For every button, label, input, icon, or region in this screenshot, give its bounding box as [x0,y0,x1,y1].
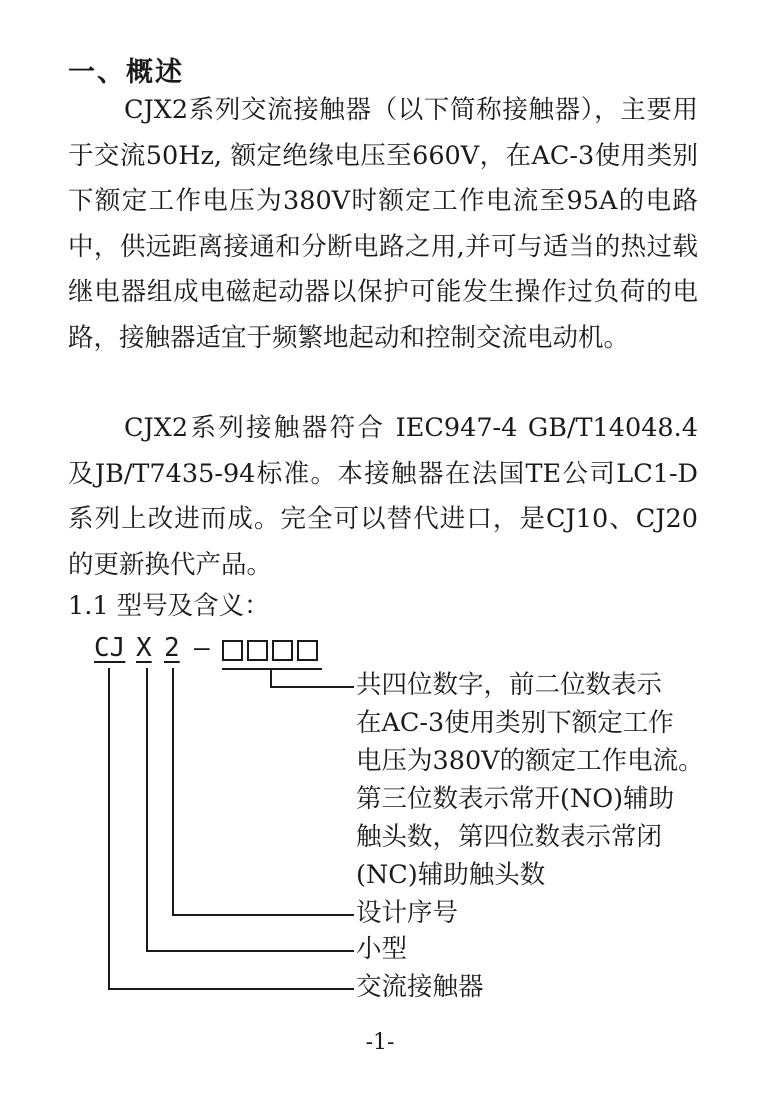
boxes-underline [222,668,322,670]
section-heading: 一、概述 [68,57,184,88]
connector-line-boxes-vertical [270,668,272,688]
connector-line-boxes-horizontal [270,686,354,688]
digit-box [222,640,243,661]
description-digits-line-3: 电压为380V的额定工作电流。 [356,746,704,776]
description-digits-line-4: 第三位数表示常开(NO)辅助 [356,784,675,814]
overview-paragraph-2 [68,406,698,588]
description-digits-line-2: 在AC-3使用类别下额定工作 [356,708,674,738]
connector-line-digit-horizontal [172,914,354,916]
model-code-dash: — [194,633,210,663]
label-small-type: 小型 [356,934,408,964]
subsection-heading: 1.1 型号及含义： [68,591,270,621]
overview-paragraph-1-text: CJX2系列交流接触器（以下简称接触器），主要用于交流50Hz, 额定绝缘电压至660V，在AC-3使用类别下额定工作电压为380V时额定工作电流至95A的电路中，供远距离接通和分断电路之用,并可与适当的热过载继电器组成电磁起动器以保护可能发生操作过负荷的电路，接触器适宜于频繁地起动和控制交流电动机。 [68,95,698,353]
connector-line-digit-vertical [172,668,174,916]
overview-paragraph-1 [68,88,698,361]
page-number: -1- [365,1030,395,1055]
digit-box [272,640,293,661]
digit-box [247,640,268,661]
description-digits-line-5: 触头数，第四位数表示常闭 [356,822,663,852]
connector-line-x-vertical [146,668,148,952]
digit-box [297,640,318,661]
description-digits-line-6: (NC)辅助触头数 [356,860,546,890]
connector-line-cj-vertical [108,668,110,990]
description-digits-line-1: 共四位数字，前二位数表示 [356,670,663,700]
model-code-digit-boxes [222,640,318,661]
model-code-x: X [136,633,152,663]
overview-paragraph-2-text: CJX2系列接触器符合 IEC947-4 GB/T14048.4 及JB/T7435-94标准。本接触器在法国TE公司LC1-D系列上改进而成。完全可以替代进口，是CJ10、CJ20的更新换代产品。 [68,413,698,580]
model-code-cj: CJ [94,633,126,663]
label-design-number: 设计序号 [356,898,459,928]
connector-line-cj-horizontal [108,988,354,990]
model-code-digit: 2 [164,633,180,663]
connector-line-x-horizontal [146,950,354,952]
label-ac-contactor: 交流接触器 [356,972,484,1002]
